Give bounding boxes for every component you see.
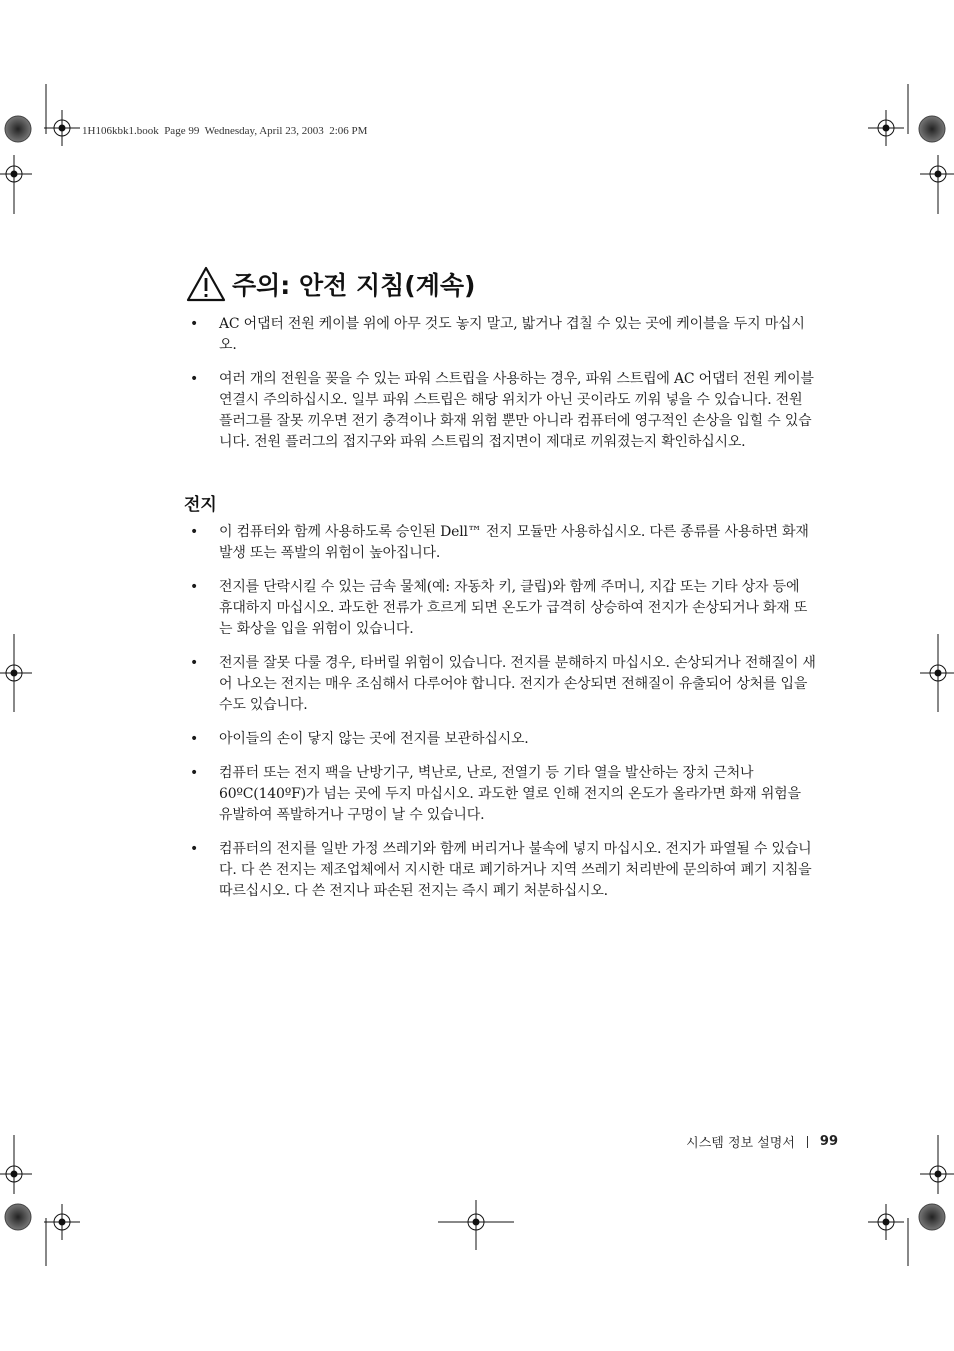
footer-divider — [807, 1136, 808, 1148]
bullet: • — [190, 316, 199, 332]
bullet: • — [190, 579, 199, 595]
list-item: • 컴퓨터의 전지를 일반 가정 쓰레기와 함께 버리거나 불속에 넣지 마십시오. 전지가 파열될 수 있습니다. 다 쓴 전지는 제조업체에서 지시한 대로 폐기하거나 지역 쓰레기 처리반에 문의하여 폐기 지침을 따르십시오. 다 쓴 전지나 파손된 전지는 즉시 폐기 처분하십시오. — [190, 841, 812, 899]
list-item: • 이 컴퓨터와 함께 사용하도록 승인된 Dell™ 전지 모듈만 사용하십시오. 다른 종류를 사용하면 화재 발생 또는 폭발의 위험이 높아집니다. — [190, 524, 809, 561]
list-item: • 여러 개의 전원을 꽂을 수 있는 파워 스트립을 사용하는 경우, 파워 스트립에 AC 어댑터 전원 케이블 연결시 주의하십시오. 일부 파워 스트립은 해당 위치가 아닌 곳이라도 끼워 넣을 수 있습니다. 전원 플러그를 잘못 끼우면 전기 충격이나 화재 위험 뿐만 아니라 컴퓨터에 영구적인 손상을 입힐 수 있습니다. 전원 플러그의 접지구와 파워 스트립의 접지면이 제대로 끼워졌는지 확인하십시오. — [190, 371, 814, 450]
page-number: 99 — [819, 1134, 838, 1149]
warning-triangle-icon — [186, 266, 226, 302]
bullet: • — [190, 731, 199, 747]
list-item: • 아이들의 손이 닿지 않는 곳에 전지를 보관하십시오. — [190, 729, 816, 750]
page-footer — [686, 1132, 838, 1151]
file-info-header: 1H106kbk1.book Page 99 Wednesday, April 23, 2003 2:06 PM — [82, 125, 368, 137]
battery-list — [190, 522, 816, 915]
power-strip-list — [190, 314, 816, 466]
bullet: • — [190, 765, 199, 781]
footer-section-title: 시스템 정보 설명서 — [686, 1136, 795, 1151]
bullet: • — [190, 841, 199, 857]
bullet: • — [190, 655, 199, 671]
list-item: • 컴퓨터 또는 전지 팩을 난방기구, 벽난로, 난로, 전열기 등 기타 열을 발산하는 장치 근처나 60ºC(140ºF)가 넘는 곳에 두지 마십시오. 과도한 열로 인해 전지의 온도가 올라가면 화재 위험을 유발하여 폭발하거나 구멍이 날 수 있습니다. — [190, 765, 801, 823]
list-item: • 전지를 잘못 다룰 경우, 타버릴 위험이 있습니다. 전지를 분해하지 마십시오. 손상되거나 전해질이 새어 나오는 전지는 매우 조심해서 다루어야 합니다. 전지가 손상되면 전해질이 유출되어 상처를 입을 수도 있습니다. — [190, 655, 816, 713]
section-heading-battery: 전지 — [184, 495, 217, 515]
list-item: • AC 어댑터 전원 케이블 위에 아무 것도 놓지 말고, 밟거나 겹칠 수 있는 곳에 케이블을 두지 마십시오. — [190, 316, 805, 353]
bullet: • — [190, 524, 199, 540]
page-title — [186, 266, 475, 302]
title-text: 주의: 안전 지침(계속) — [232, 271, 476, 300]
bullet: • — [190, 371, 199, 387]
list-item: • 전지를 단락시킬 수 있는 금속 물체(예: 자동차 키, 클립)와 함께 주머니, 지갑 또는 기타 상자 등에 휴대하지 마십시오. 과도한 전류가 흐르게 되면 온도가 급격히 상승하여 전지가 손상되거나 화재 또는 화상을 입을 위험이 있습니다. — [190, 579, 808, 637]
